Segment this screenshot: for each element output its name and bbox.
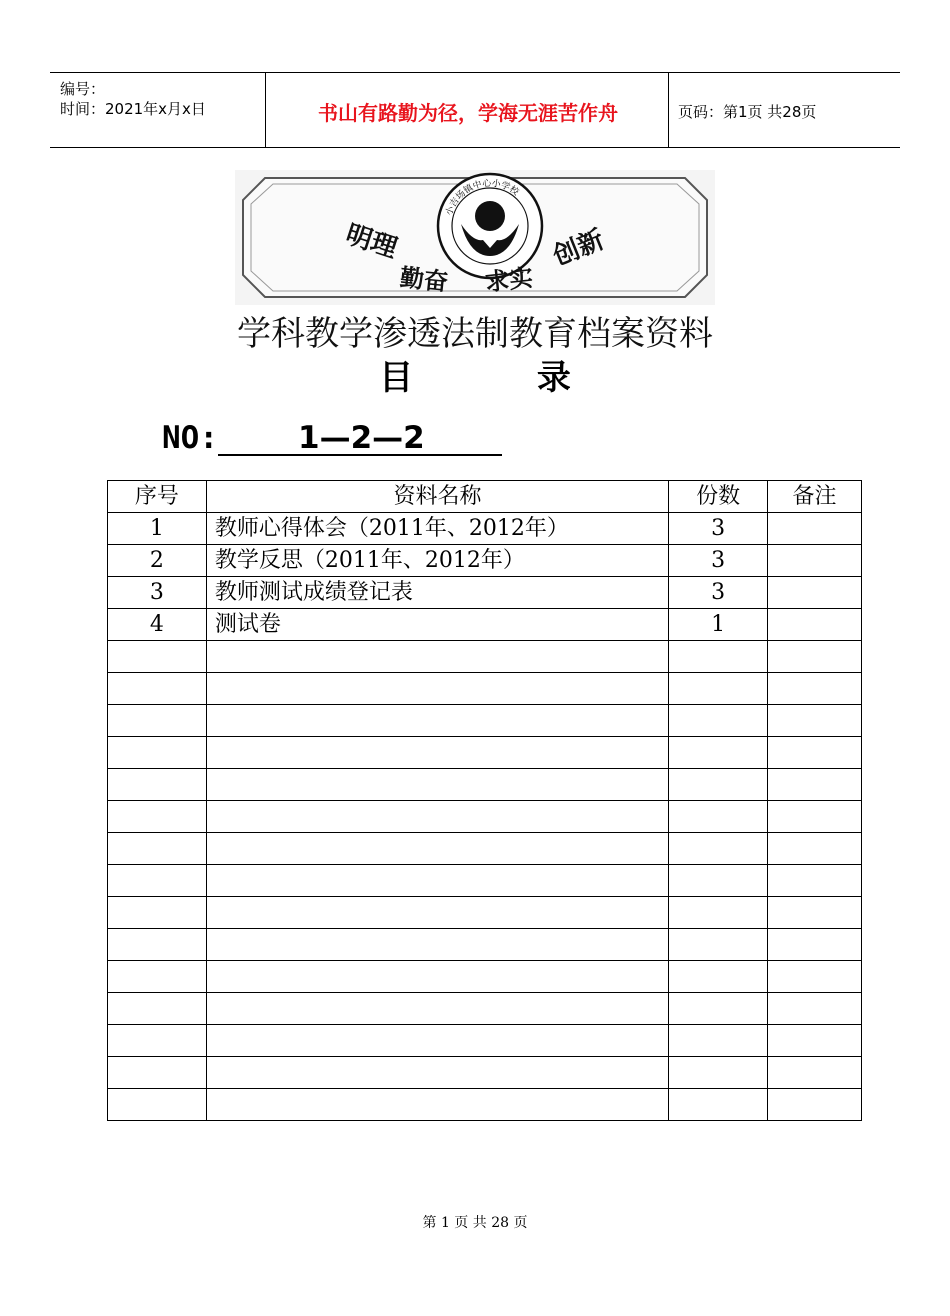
empty-cell: [669, 1025, 768, 1057]
table-row-empty: [108, 641, 862, 673]
slogan-text-4: 创新: [548, 224, 609, 273]
table-header-row: [108, 481, 862, 513]
row-no: 3: [108, 577, 207, 609]
document-title: 学科教学渗透法制教育档案资料: [237, 314, 713, 354]
empty-cell: [768, 865, 862, 897]
table-row-empty: [108, 673, 862, 705]
toc-heading-char-1: 目: [379, 358, 414, 398]
empty-cell: [108, 801, 207, 833]
empty-cell: [108, 929, 207, 961]
table-row-empty: [108, 961, 862, 993]
empty-cell: [108, 961, 207, 993]
empty-cell: [768, 641, 862, 673]
table-row-empty: [108, 1089, 862, 1121]
table-row-empty: [108, 865, 862, 897]
empty-cell: [669, 897, 768, 929]
row-note: [768, 609, 862, 641]
slogan-text-1: 明理: [341, 219, 401, 265]
empty-cell: [108, 897, 207, 929]
empty-cell: [206, 865, 668, 897]
empty-cell: [768, 1089, 862, 1121]
empty-cell: [669, 801, 768, 833]
row-count: 1: [669, 609, 768, 641]
table-row: [108, 609, 862, 641]
empty-cell: [108, 673, 207, 705]
empty-cell: [768, 705, 862, 737]
empty-cell: [669, 833, 768, 865]
contents-table: [107, 480, 862, 1121]
table-row-empty: [108, 897, 862, 929]
empty-cell: [206, 1089, 668, 1121]
slogan-text-3: 求实: [483, 263, 535, 297]
empty-cell: [206, 705, 668, 737]
empty-cell: [206, 1057, 668, 1089]
empty-cell: [206, 833, 668, 865]
empty-cell: [108, 833, 207, 865]
school-logo-banner: [235, 170, 715, 305]
empty-cell: [108, 1057, 207, 1089]
number-label: NO:: [162, 420, 218, 456]
empty-cell: [206, 673, 668, 705]
empty-cell: [669, 673, 768, 705]
table-row-empty: [108, 993, 862, 1025]
toc-heading-char-2: 录: [536, 358, 571, 398]
toc-heading: [0, 350, 950, 399]
empty-cell: [669, 1057, 768, 1089]
row-count: 3: [669, 577, 768, 609]
empty-cell: [108, 769, 207, 801]
empty-cell: [768, 897, 862, 929]
empty-cell: [669, 961, 768, 993]
table-row-empty: [108, 769, 862, 801]
empty-cell: [768, 673, 862, 705]
empty-cell: [669, 993, 768, 1025]
table-row-empty: [108, 705, 862, 737]
header-info: [60, 79, 206, 119]
header-divider: [265, 73, 266, 147]
empty-cell: [206, 897, 668, 929]
header-motto: 书山有路勤为径，学海无涯苦作舟: [318, 101, 618, 125]
header-page-label: 页码：第1页 共28页: [678, 103, 817, 121]
empty-cell: [768, 1025, 862, 1057]
empty-cell: [669, 705, 768, 737]
empty-cell: [206, 737, 668, 769]
empty-cell: [669, 929, 768, 961]
empty-cell: [108, 705, 207, 737]
page-header: [50, 72, 900, 148]
empty-cell: [768, 929, 862, 961]
empty-cell: [768, 769, 862, 801]
empty-cell: [108, 865, 207, 897]
table-row: [108, 513, 862, 545]
row-count: 3: [669, 545, 768, 577]
table-row: [108, 577, 862, 609]
empty-cell: [669, 769, 768, 801]
table-row: [108, 545, 862, 577]
school-emblem-icon: [438, 174, 542, 278]
empty-cell: [768, 737, 862, 769]
empty-cell: [206, 993, 668, 1025]
emblem-ring-text: 小吉场镇中心小学校: [444, 178, 521, 218]
empty-cell: [669, 1089, 768, 1121]
empty-cell: [206, 641, 668, 673]
date-label: 时间：2021年x月x日: [60, 100, 206, 118]
row-name: 教学反思（2011年、2012年）: [206, 545, 668, 577]
row-note: [768, 577, 862, 609]
empty-cell: [768, 1057, 862, 1089]
row-no: 1: [108, 513, 207, 545]
row-name: 教师心得体会（2011年、2012年）: [206, 513, 668, 545]
row-note: [768, 545, 862, 577]
empty-cell: [206, 961, 668, 993]
empty-cell: [108, 737, 207, 769]
empty-cell: [206, 929, 668, 961]
table-row-empty: [108, 737, 862, 769]
row-name: 测试卷: [206, 609, 668, 641]
code-label: 编号：: [60, 80, 106, 98]
empty-cell: [108, 993, 207, 1025]
column-header-note: 备注: [768, 481, 862, 513]
empty-cell: [206, 1025, 668, 1057]
column-header-name: 资料名称: [206, 481, 668, 513]
row-count: 3: [669, 513, 768, 545]
empty-cell: [669, 737, 768, 769]
empty-cell: [108, 1025, 207, 1057]
table-row-empty: [108, 1057, 862, 1089]
table-row-empty: [108, 801, 862, 833]
column-header-count: 份数: [669, 481, 768, 513]
slogan-text-2: 勤奋: [398, 263, 450, 297]
empty-cell: [768, 993, 862, 1025]
table-row-empty: [108, 1025, 862, 1057]
empty-cell: [768, 833, 862, 865]
column-header-no: 序号: [108, 481, 207, 513]
row-no: 2: [108, 545, 207, 577]
page-footer: 第 1 页 共 28 页: [422, 1215, 528, 1231]
empty-cell: [206, 801, 668, 833]
empty-cell: [669, 641, 768, 673]
table-row-empty: [108, 833, 862, 865]
row-note: [768, 513, 862, 545]
empty-cell: [768, 961, 862, 993]
row-no: 4: [108, 609, 207, 641]
empty-cell: [206, 769, 668, 801]
header-divider: [668, 73, 669, 147]
empty-cell: [768, 801, 862, 833]
empty-cell: [108, 1089, 207, 1121]
table-row-empty: [108, 929, 862, 961]
empty-cell: [669, 865, 768, 897]
empty-cell: [108, 641, 207, 673]
row-name: 教师测试成绩登记表: [206, 577, 668, 609]
number-value: 1—2—2: [218, 420, 502, 456]
